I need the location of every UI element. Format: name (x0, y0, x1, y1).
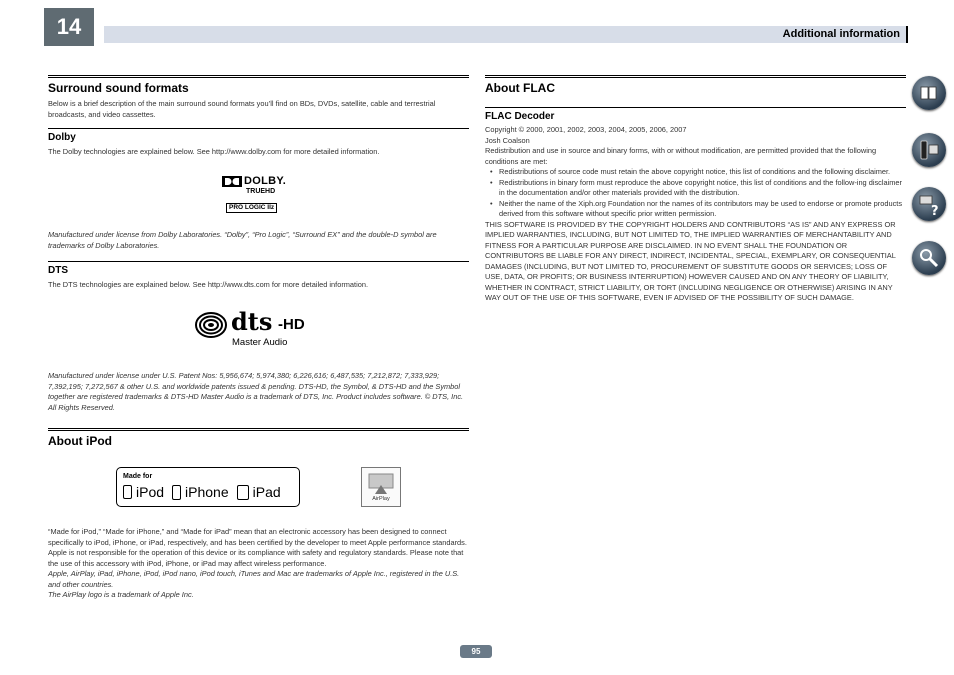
airplay-label: AirPlay (372, 496, 390, 502)
flac-copyright: Copyright © 2000, 2001, 2002, 2003, 2004, 2005, 2006, 2007 (485, 125, 687, 134)
flac-title: About FLAC (485, 75, 906, 95)
dolby-brand: DOLBY. (244, 175, 287, 187)
badge-iphone: iPhone (185, 484, 229, 500)
dts-hd-logo (195, 307, 325, 350)
list-item: • Redistributions in binary form must reproduce the above copyright notice, this list of conditions and the follow-ing disclaimer in the documentation and/or other materials provided with the distribution. (499, 178, 906, 199)
section-title: Additional information (782, 28, 900, 40)
dolby-truehd: TRUEHD (246, 188, 276, 195)
header-bar (104, 26, 908, 43)
list-item: • Neither the name of the Xiph.org Foundation nor the names of its contributors may be used to endorse or promote products derived from this software without specific prior written permission. (499, 199, 906, 220)
book-icon[interactable] (912, 76, 946, 110)
airplay-icon (368, 473, 394, 495)
dts-master-audio: Master Audio (232, 337, 288, 348)
flac-decoder-section (485, 107, 906, 304)
airplay-logo (361, 467, 401, 507)
help-icon[interactable] (912, 187, 946, 221)
list-item: • Redistributions of source code must retain the above copyright notice, this list of conditions and the following disclaimer. (499, 167, 906, 178)
remote-icon[interactable] (912, 133, 946, 167)
dts-symbol-icon (195, 312, 227, 338)
ipod-title: About iPod (48, 428, 469, 448)
dts-text: The DTS technologies are explained below. See http://www.dts.com for more detailed information. (48, 280, 369, 289)
ipod-text-1: “Made for iPod,” “Made for iPhone,” and “Made for iPad” mean that an electronic accessory has been designed to connect specifically to iPod, iPhone, or iPad, respectively, and has been certified by the developer to meet Apple performance standards. Apple is not responsible for the operation of this device or its compliance with safety and regulatory standards. Please note that the use of this accessory with iPod, iPhone, or iPad may affect wireless performance. (48, 527, 467, 568)
page-number: 95 (460, 645, 492, 658)
ipad-icon (237, 485, 249, 500)
dts-notice: Manufactured under license under U.S. Patent Nos: 5,956,674; 5,974,380; 6,226,616; 6,487,535; 7,212,872; 7,333,929; 7,392,195; 7,272,567 & other U.S. and worldwide patents issued & pending. DTS-HD, the Symbol, & DTS-HD and the Symbol together are registered trademarks & DTS-HD Master Audio is a trademark of DTS, Inc. Product includes software. © DTS, Inc. All Rights Reserved. (48, 371, 464, 412)
badge-ipad: iPad (252, 484, 281, 500)
made-for-label: Made for (123, 473, 153, 480)
flac-section (485, 75, 906, 95)
dolby-logo (222, 175, 292, 211)
flac-disclaimer: THIS SOFTWARE IS PROVIDED BY THE COPYRIGHT HOLDERS AND CONTRIBUTORS “AS IS” AND ANY EXPRESS OR IMPLIED WARRANTIES, INCLUDING, BUT NOT LIMITED TO, THE IMPLIED WARRANTIES OF MERCHANTABILITY AND FITNESS FOR A PARTICULAR PURPOSE ARE DISCLAIMED. IN NO EVENT SHALL THE FOUNDATION OR CONTRIBUTORS BE LIABLE FOR ANY DIRECT, INDIRECT, INCIDENTAL, SPECIAL, EXEMPLARY, OR CONSEQUENTIAL DAMAGES (INCLUDING, BUT NOT LIMITED TO, PROCUREMENT OF SUBSTITUTE GOODS OR SERVICES; LOSS OF USE, DATA, OR PROFITS; OR BUSINESS INTERRUPTION) HOWEVER CAUSED AND ON ANY THEORY OF LIABILITY, WHETHER IN CONTRACT, STRICT LIABILITY, OR TORT (INCLUDING NEGLIGENCE OR OTHERWISE) ARISING IN ANY WAY OUT OF THE USE OF THIS SOFTWARE, EVEN IF ADVISED OF THE POSSIBILITY OF SUCH DAMAGE. (485, 219, 896, 302)
flac-intro: Redistribution and use in source and binary forms, with or without modification, are permitted provided that the following conditions are met: (485, 146, 877, 166)
double-d-icon (222, 176, 242, 187)
chapter-number: 14 (44, 8, 94, 46)
ipod-text-block (48, 527, 469, 601)
dts-section (48, 261, 469, 291)
surround-intro: Below is a brief description of the main surround sound formats you’ll find on BDs, DVDs, satellite, cable and terrestrial broadcasts, and video cassettes. (48, 99, 436, 119)
dts-title: DTS (48, 261, 469, 276)
flac-conditions-list (485, 167, 906, 220)
made-for-badge (116, 467, 300, 507)
dolby-prologic: PRO LOGIC IIz (226, 203, 277, 213)
ipod-icon (123, 485, 132, 499)
dolby-title: Dolby (48, 128, 469, 143)
surround-section (48, 75, 469, 120)
surround-title: Surround sound formats (48, 75, 469, 95)
dolby-text: The Dolby technologies are explained below. See http://www.dolby.com for more detailed information. (48, 147, 380, 156)
dts-hd: -HD (278, 316, 305, 333)
ipod-section (48, 428, 469, 448)
flac-subtitle: FLAC Decoder (485, 107, 906, 122)
iphone-icon (172, 485, 181, 500)
dolby-notice: Manufactured under license from Dolby Laboratories. “Dolby”, “Pro Logic”, “Surround EX” and the double-D symbol are trademarks of Dolby Laboratories. (48, 230, 437, 250)
dts-main: dts (231, 307, 273, 336)
tools-icon[interactable] (912, 241, 946, 275)
ipod-text-3: The AirPlay logo is a trademark of Apple Inc. (48, 590, 194, 599)
svg-text:?: ? (931, 204, 939, 219)
flac-author: Josh Coalson (485, 135, 530, 145)
dolby-section (48, 128, 469, 158)
badge-ipod: iPod (136, 484, 165, 500)
ipod-text-2: Apple, AirPlay, iPad, iPhone, iPod, iPod nano, iPod touch, iTunes and Mac are trademarks of Apple Inc., registered in the U.S. and other countries. (48, 569, 460, 589)
